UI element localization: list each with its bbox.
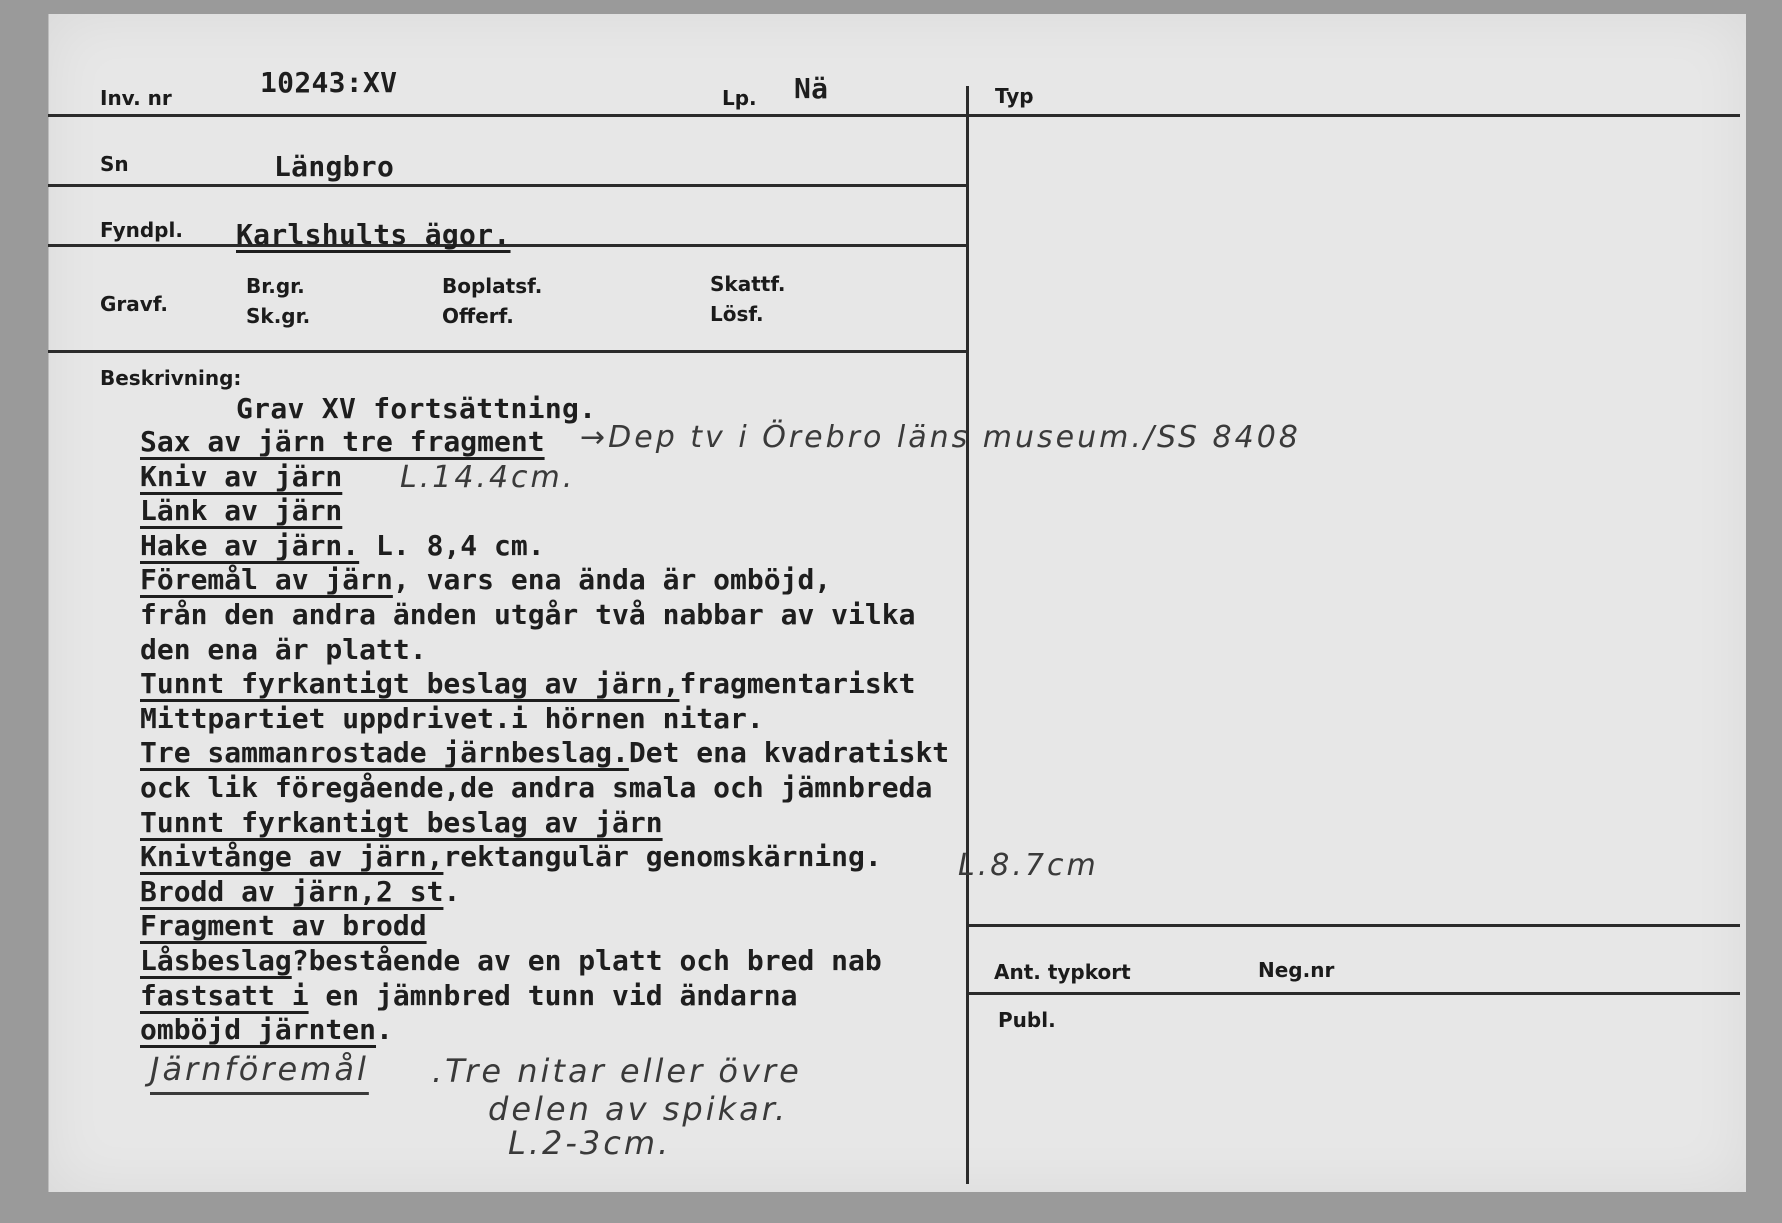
value-fyndpl: Karlshults ägor. (236, 218, 511, 251)
description-line (140, 667, 949, 702)
label-lp: Lp. (722, 86, 757, 110)
description-line-underlined: Tunnt fyrkantigt beslag av järn, (140, 667, 680, 701)
handwritten-knivtange-length: L.8.7cm (958, 848, 1099, 883)
label-losf: Lösf. (710, 302, 764, 326)
description-line-text: fragmentariskt (679, 667, 916, 701)
description-line (140, 736, 949, 771)
description-line-underlined: omböjd järnten (140, 1013, 377, 1047)
rule-ant (968, 924, 1740, 927)
description-line-underlined: Tre sammanrostade järnbeslag. (140, 736, 629, 770)
description-line-underlined: Föremål av järn (140, 563, 393, 597)
description-line-text: . (443, 874, 461, 908)
description-line-underlined: Kniv av järn (140, 459, 343, 493)
description-line (140, 806, 949, 841)
description-line-underlined: Fragment av brodd (140, 909, 427, 943)
handwritten-jarnforemal-length: L.2-3cm. (508, 1124, 672, 1162)
description-line-text: en jämnbred tunn vid ändarna (308, 978, 798, 1012)
label-inv-nr: Inv. nr (100, 86, 172, 110)
label-ant-typkort: Ant. typkort (994, 960, 1131, 984)
rule-inv (48, 114, 966, 117)
label-neg-nr: Neg.nr (1258, 958, 1335, 982)
rule-publ (968, 992, 1740, 995)
value-inv-nr: 10243:XV (260, 66, 398, 99)
label-br-gr: Br.gr. (246, 274, 305, 298)
rule-gravf (48, 350, 966, 353)
description-line (140, 529, 949, 564)
description-line (140, 840, 949, 875)
description-line (140, 875, 949, 910)
description-line-text: ?bestående av en platt och bred nab (291, 943, 882, 977)
label-fyndpl: Fyndpl. (100, 218, 183, 242)
description-line-underlined: Brodd av järn,2 st (140, 874, 444, 908)
rule-typ (968, 114, 1740, 117)
description-line-text: L. 8,4 cm. (359, 528, 545, 562)
description-line-underlined: Sax av järn tre fragment (140, 425, 545, 458)
label-boplatsf: Boplatsf. (442, 274, 543, 298)
description-line-underlined: Hake av järn. (140, 528, 360, 562)
description-line-text: , vars ena ända är omböjd, (392, 563, 832, 597)
description-line-text: ock lik föregående,de andra smala och jämnbreda (140, 770, 933, 804)
description-line (140, 563, 949, 598)
value-sn: Längbro (274, 150, 395, 183)
description-line-underlined: fastsatt i (140, 978, 309, 1012)
handwritten-jarnforemal-desc-2: delen av spikar. (488, 1090, 789, 1128)
description-line (140, 771, 949, 806)
handwritten-jarnforemal-desc-1: .Tre nitar eller övre (432, 1052, 802, 1090)
description-lines (140, 425, 949, 1048)
description-line-text: rektangulär genomskärning. (443, 840, 882, 874)
label-typ: Typ (995, 84, 1034, 108)
label-beskrivning: Beskrivning: (100, 366, 242, 390)
description-line-underlined: Låsbeslag (140, 943, 292, 977)
label-skattf: Skattf. (710, 272, 786, 296)
description-heading: Grav XV fortsättning. (236, 392, 597, 425)
handwritten-deposit-note: →Dep tv i Örebro läns museum./SS 8408 (580, 420, 1301, 455)
label-gravf: Gravf. (100, 292, 169, 316)
description-line-text: den ena är platt. (140, 632, 427, 666)
description-line (140, 494, 949, 529)
description-line-text: Det ena kvadratiskt (628, 736, 950, 770)
description-line (140, 1013, 949, 1048)
description-line-underlined: Länk av järn (140, 494, 343, 528)
description-line-text: från den andra änden utgår två nabbar av vilka (140, 597, 916, 631)
label-publ: Publ. (998, 1008, 1056, 1032)
handwritten-kniv-length: L.14.4cm. (400, 460, 576, 495)
handwritten-jarnforemal: Järnföremål (150, 1050, 369, 1088)
description-line-underlined: Knivtånge av järn, (140, 840, 444, 874)
column-divider (966, 86, 969, 1184)
rule-sn (48, 184, 966, 187)
description-line (140, 979, 949, 1014)
description-line-text: Mittpartiet uppdrivet.i hörnen nitar. (140, 701, 764, 735)
label-sk-gr: Sk.gr. (246, 304, 311, 328)
label-offerf: Offerf. (442, 304, 514, 328)
description-line-text: . (376, 1013, 393, 1047)
description-line (140, 598, 949, 633)
description-line (140, 633, 949, 668)
description-line (140, 944, 949, 979)
value-lp: Nä (794, 72, 829, 105)
description-line (140, 909, 949, 944)
label-sn: Sn (100, 152, 129, 176)
description-line-underlined: Tunnt fyrkantigt beslag av järn (140, 805, 663, 839)
description-line (140, 702, 949, 737)
